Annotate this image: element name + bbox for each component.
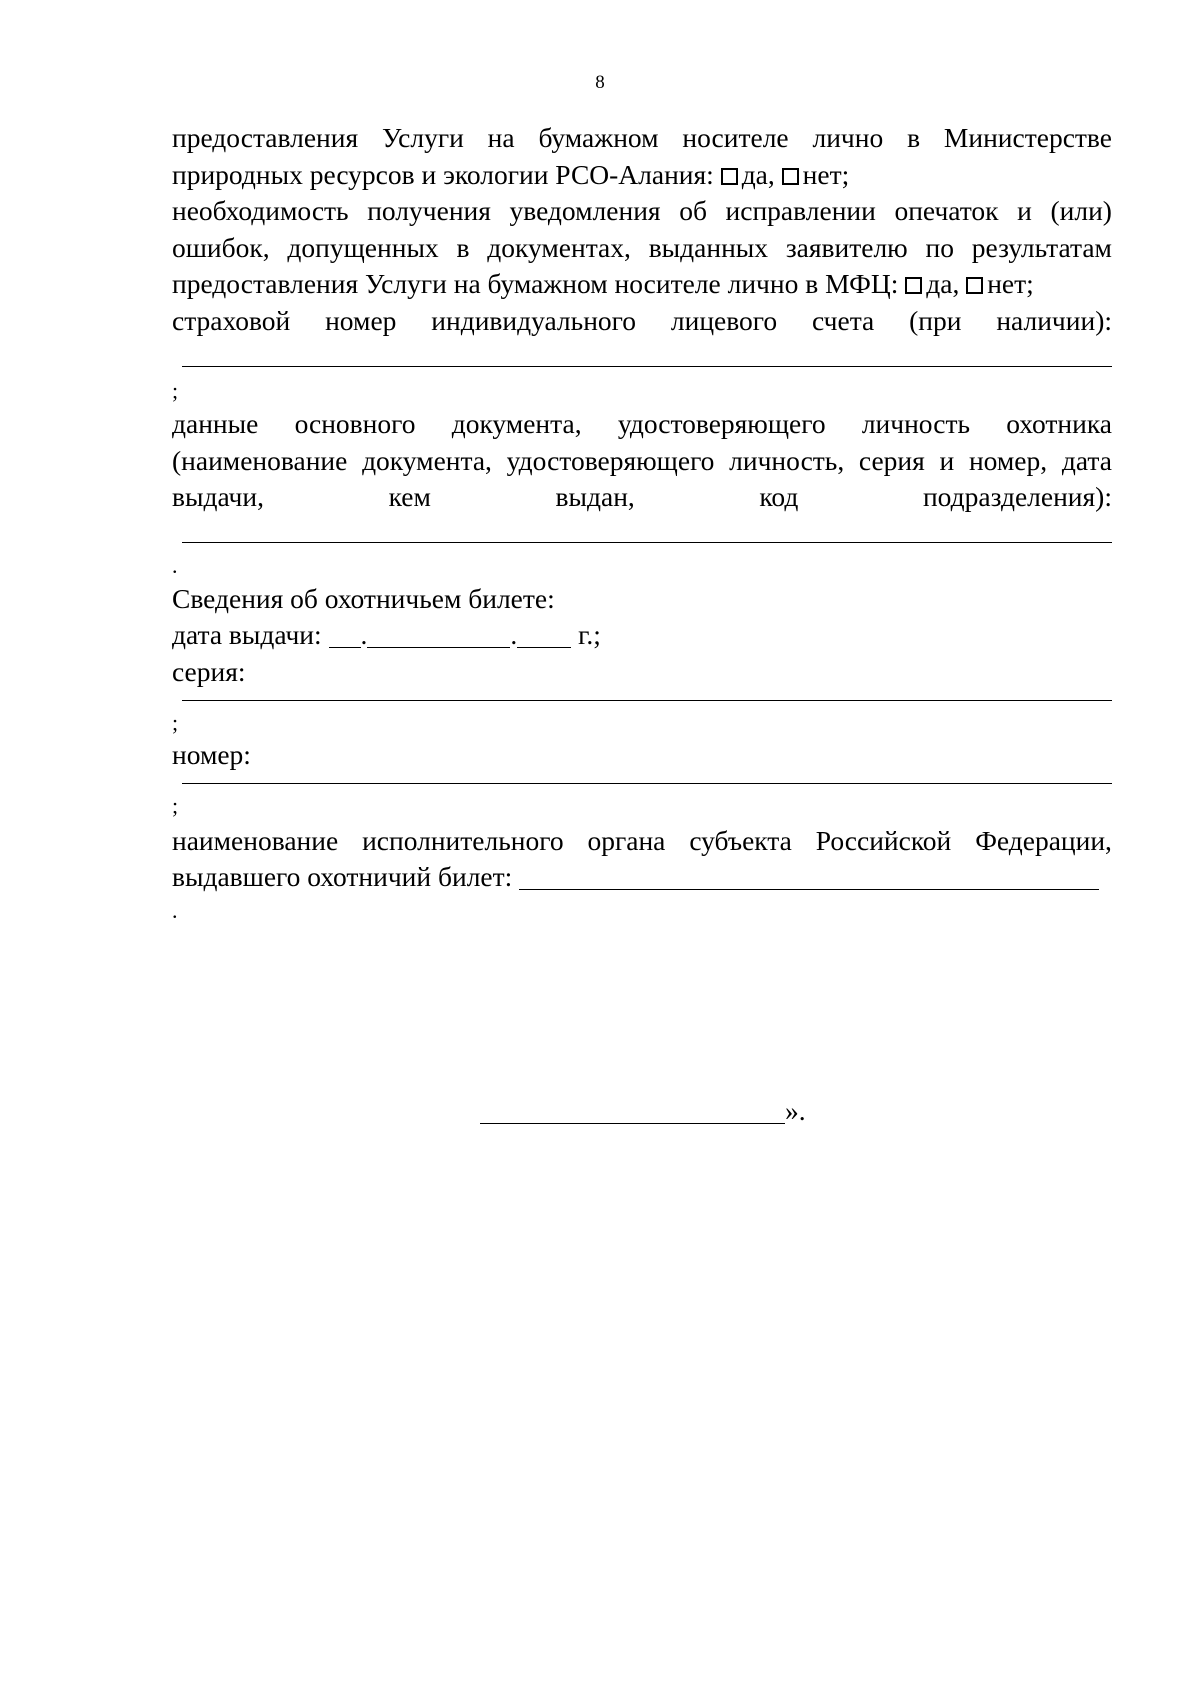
word: номер <box>325 304 397 336</box>
checkbox-no[interactable] <box>782 168 799 185</box>
word: и <box>939 444 955 476</box>
p4-line3 <box>172 479 1112 516</box>
p5-end: . <box>172 897 178 923</box>
p5-line2 <box>172 859 1112 896</box>
checkbox-no[interactable] <box>966 277 983 294</box>
no-label: нет; <box>987 268 1034 299</box>
identity-document-field[interactable] <box>182 516 1112 543</box>
date-separator: . <box>510 619 518 650</box>
p1-line2-text: природных ресурсов и экологии РСО-Алания: <box>172 158 714 190</box>
number-end: ; <box>172 792 179 818</box>
word: серия <box>858 444 925 476</box>
closing-quote: ». <box>785 1095 806 1126</box>
p1-line2 <box>172 157 1112 194</box>
word: опечаток <box>894 195 999 226</box>
p5-line1 <box>172 823 1112 860</box>
word: исправлении <box>725 195 876 226</box>
no-label: нет; <box>802 158 850 190</box>
issue-day-field[interactable] <box>329 621 361 648</box>
word: страховой <box>172 304 291 336</box>
word: необходимость <box>172 195 349 226</box>
p1-line1 <box>172 120 1112 157</box>
yes-label: да, <box>741 158 775 190</box>
word: получения <box>367 195 491 226</box>
word: уведомления <box>509 195 661 226</box>
p5-line2-text: выдавшего охотничий билет: <box>172 861 513 892</box>
p3-line1 <box>172 303 1112 340</box>
signature-field[interactable] <box>480 1097 785 1124</box>
word: подразделения): <box>922 481 1112 512</box>
word: Министерстве <box>943 122 1112 153</box>
p2-line3 <box>172 266 1112 303</box>
hunting-ticket-heading: Сведения об охотничьем билете: <box>172 582 555 614</box>
word: предоставления <box>172 122 359 153</box>
word: наличии): <box>996 304 1112 336</box>
word: выдачи, <box>172 481 264 512</box>
p3-end: ; <box>172 378 179 403</box>
yes-label: да, <box>926 268 960 299</box>
word: по <box>925 231 954 263</box>
word: носителе <box>682 122 789 153</box>
issue-month-field[interactable] <box>367 621 510 648</box>
word: документа, <box>451 408 582 439</box>
word: заявителю <box>785 231 908 263</box>
word: Федерации, <box>975 824 1112 856</box>
word: в <box>456 231 470 263</box>
word: счета <box>812 304 875 336</box>
series-end: ; <box>172 710 179 735</box>
word: выдан, <box>555 481 635 512</box>
p4-end: . <box>172 552 178 578</box>
word: код <box>759 481 799 512</box>
word: лицевого <box>670 304 778 336</box>
word: личность <box>861 408 970 439</box>
word: ошибок, <box>172 231 270 263</box>
word: удостоверяющего <box>506 444 715 476</box>
word: выданных <box>648 231 769 263</box>
series-field[interactable] <box>182 690 1112 701</box>
year-suffix: г.; <box>578 619 601 650</box>
word: в <box>907 122 921 153</box>
signature-line <box>480 1093 806 1129</box>
word: на <box>487 122 515 153</box>
checkbox-yes[interactable] <box>905 277 922 294</box>
number-label: номер: <box>172 739 251 770</box>
word: кем <box>388 481 431 512</box>
word: бумажном <box>538 122 659 153</box>
word: допущенных <box>287 231 439 263</box>
word: документа, <box>362 444 492 476</box>
word: документах, <box>487 231 631 263</box>
issue-year-field[interactable] <box>517 621 571 648</box>
word: Услуги <box>381 122 464 153</box>
word: номер, <box>968 444 1048 476</box>
word: (наименование <box>172 444 348 476</box>
checkbox-yes[interactable] <box>721 168 738 185</box>
word: и <box>1017 195 1032 226</box>
word: основного <box>294 408 416 439</box>
insurance-number-field[interactable] <box>182 339 1112 367</box>
p2-line2 <box>172 230 1112 267</box>
word: индивидуального <box>431 304 637 336</box>
p2-line3-text: предоставления Услуги на бумажном носителе лично в МФЦ: <box>172 268 899 299</box>
document-body <box>172 120 1112 922</box>
issue-date-line <box>172 617 1112 654</box>
series-label: серия: <box>172 655 246 687</box>
word: удостоверяющего <box>617 408 826 439</box>
word: (или) <box>1050 195 1112 226</box>
word: субъекта <box>689 824 792 856</box>
word: (при <box>909 304 962 336</box>
word: дата <box>1061 444 1112 476</box>
p2-line1 <box>172 193 1112 230</box>
date-separator: . <box>360 619 368 650</box>
word: наименование <box>172 824 339 856</box>
number-field[interactable] <box>182 774 1112 784</box>
word: данные <box>172 408 259 439</box>
word: Российской <box>815 824 952 856</box>
word: исполнительного <box>362 824 564 856</box>
word: личность, <box>729 444 845 476</box>
word: об <box>679 195 707 226</box>
word: органа <box>587 824 666 856</box>
p4-line2 <box>172 443 1112 480</box>
word: лично <box>812 122 884 153</box>
page-number: 8 <box>595 72 605 93</box>
issue-date-label: дата выдачи: <box>172 619 322 650</box>
issuing-authority-field[interactable] <box>519 863 1099 890</box>
word: результатам <box>971 231 1112 263</box>
p4-line1 <box>172 406 1112 443</box>
word: охотника <box>1006 408 1112 439</box>
